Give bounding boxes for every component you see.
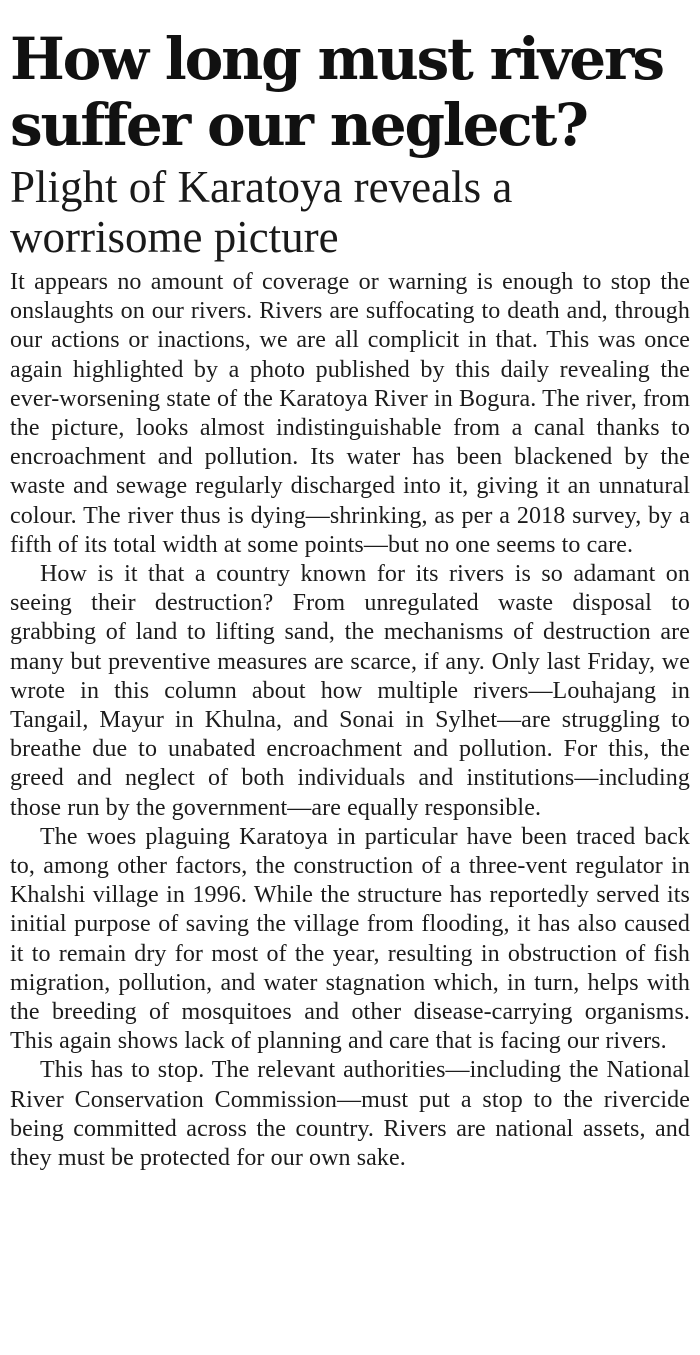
body-paragraph-2: How is it that a country known for its rivers is so adamant on seeing their destruction? From unregulated waste disposal to grabbing of land to lifting sand, the mechanisms of destruction are many but preventive measures are scarce, if any. Only last Friday, we wrote in this column about how multiple rivers—Louhajang in Tangail, Mayur in Khulna, and Sonai in Sylhet—are struggling to breathe due to unabated encroachment and pollution. For this, the greed and neglect of both individuals and institutions—including those run by the government—are equally responsible.: [10, 561, 690, 821]
body-paragraph-3: The woes plaguing Karatoya in particular have been traced back to, among other factors, the construction of a three-vent regulator in Khalshi village in 1996. While the structure has reportedly served its initial purpose of saving the village from flooding, it has also caused it to remain dry for most of the year, resulting in obstruction of fish migration, pollution, and water stagnation which, in turn, helps with the breeding of mosquitoes and other disease-carrying organisms. This again shows lack of planning and care that is facing our rivers.: [10, 823, 690, 1055]
headline: How long must rivers suffer our neglect?: [10, 25, 663, 159]
subheadline: Plight of Karatoya reveals a worrisome picture: [10, 162, 513, 262]
body-paragraph-1: It appears no amount of coverage or warning is enough to stop the onslaughts on our rivers. Rivers are suffocating to death and, through our actions or inactions, we are all complicit in that. This was once again highlighted by a photo published by this daily revealing the ever-worsening state of the Karatoya River in Bogura. The river, from the picture, looks almost indistinguishable from a canal thanks to encroachment and pollution. Its water has been blackened by the waste and sewage regularly discharged into it, giving it an unnatural colour. The river thus is dying—shrinking, as per a 2018 survey, by a fifth of its total width at some points—but no one seems to care.: [10, 269, 690, 558]
body-paragraph-4: This has to stop. The relevant authorities—including the National River Conservation Commission—must put a stop to the rivercide being committed across the country. Rivers are national assets, and they must be protected for our own sake.: [10, 1057, 690, 1172]
article-body: [10, 268, 690, 1173]
